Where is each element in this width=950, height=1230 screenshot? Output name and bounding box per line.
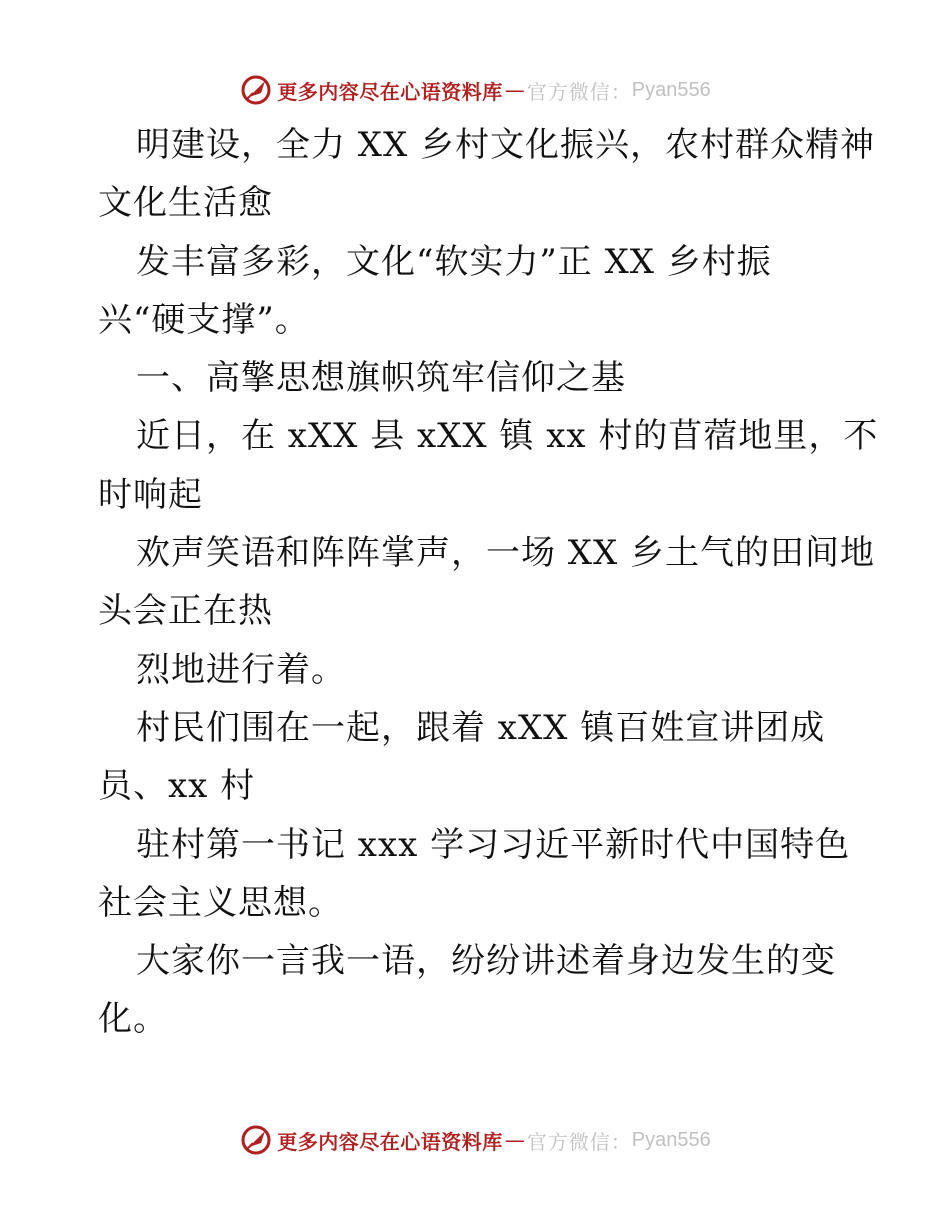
footer-watermark xyxy=(0,1120,950,1160)
footer-dash: — xyxy=(504,1128,525,1152)
footer-wechat-id: Pyan556 xyxy=(631,1128,711,1151)
header-watermark xyxy=(0,70,950,110)
quill-logo-icon xyxy=(239,73,273,107)
header-site-name: 更多内容尽在心语资料库 xyxy=(277,79,503,104)
header-wechat-id: Pyan556 xyxy=(631,78,711,101)
text-line: 村民们围在一起，跟着 xXX 镇百姓宣讲团成 xyxy=(136,707,826,748)
footer-wechat-label: 官方微信： xyxy=(526,1129,632,1154)
text-line: 驻村第一书记 xxx 学习习近平新时代中国特色 xyxy=(136,824,851,865)
footer-site-name: 更多内容尽在心语资料库 xyxy=(277,1129,503,1154)
text-line: 员、xx 村 xyxy=(98,766,256,807)
text-line: 烈地进行着。 xyxy=(136,649,346,690)
text-line: 时响起 xyxy=(98,474,203,515)
quill-logo-icon xyxy=(239,1123,273,1157)
text-line: 大家你一言我一语，纷纷讲述着身边发生的变 xyxy=(136,941,836,982)
text-line: 文化生活愈 xyxy=(98,183,273,224)
document-body xyxy=(98,116,879,1049)
text-line: 社会主义思想。 xyxy=(98,882,343,923)
text-line: 化。 xyxy=(98,999,168,1040)
text-line: 欢声笑语和阵阵掌声，一场 XX 乡土气的田间地 xyxy=(136,533,876,574)
text-line: 明建设，全力 XX 乡村文化振兴，农村群众精神 xyxy=(136,125,876,165)
header-dash: — xyxy=(504,78,525,102)
text-line: 发丰富多彩，文化“软实力”正 XX 乡村振 xyxy=(136,241,772,282)
text-line: 兴“硬支撑”。 xyxy=(98,299,310,340)
text-line: 一、高擎思想旗帜筑牢信仰之基 xyxy=(136,358,626,399)
text-line: 头会正在热 xyxy=(98,591,273,632)
header-wechat-label: 官方微信： xyxy=(526,79,632,104)
text-line: 近日，在 xXX 县 xXX 镇 xx 村的苜蓿地里，不 xyxy=(136,416,879,457)
